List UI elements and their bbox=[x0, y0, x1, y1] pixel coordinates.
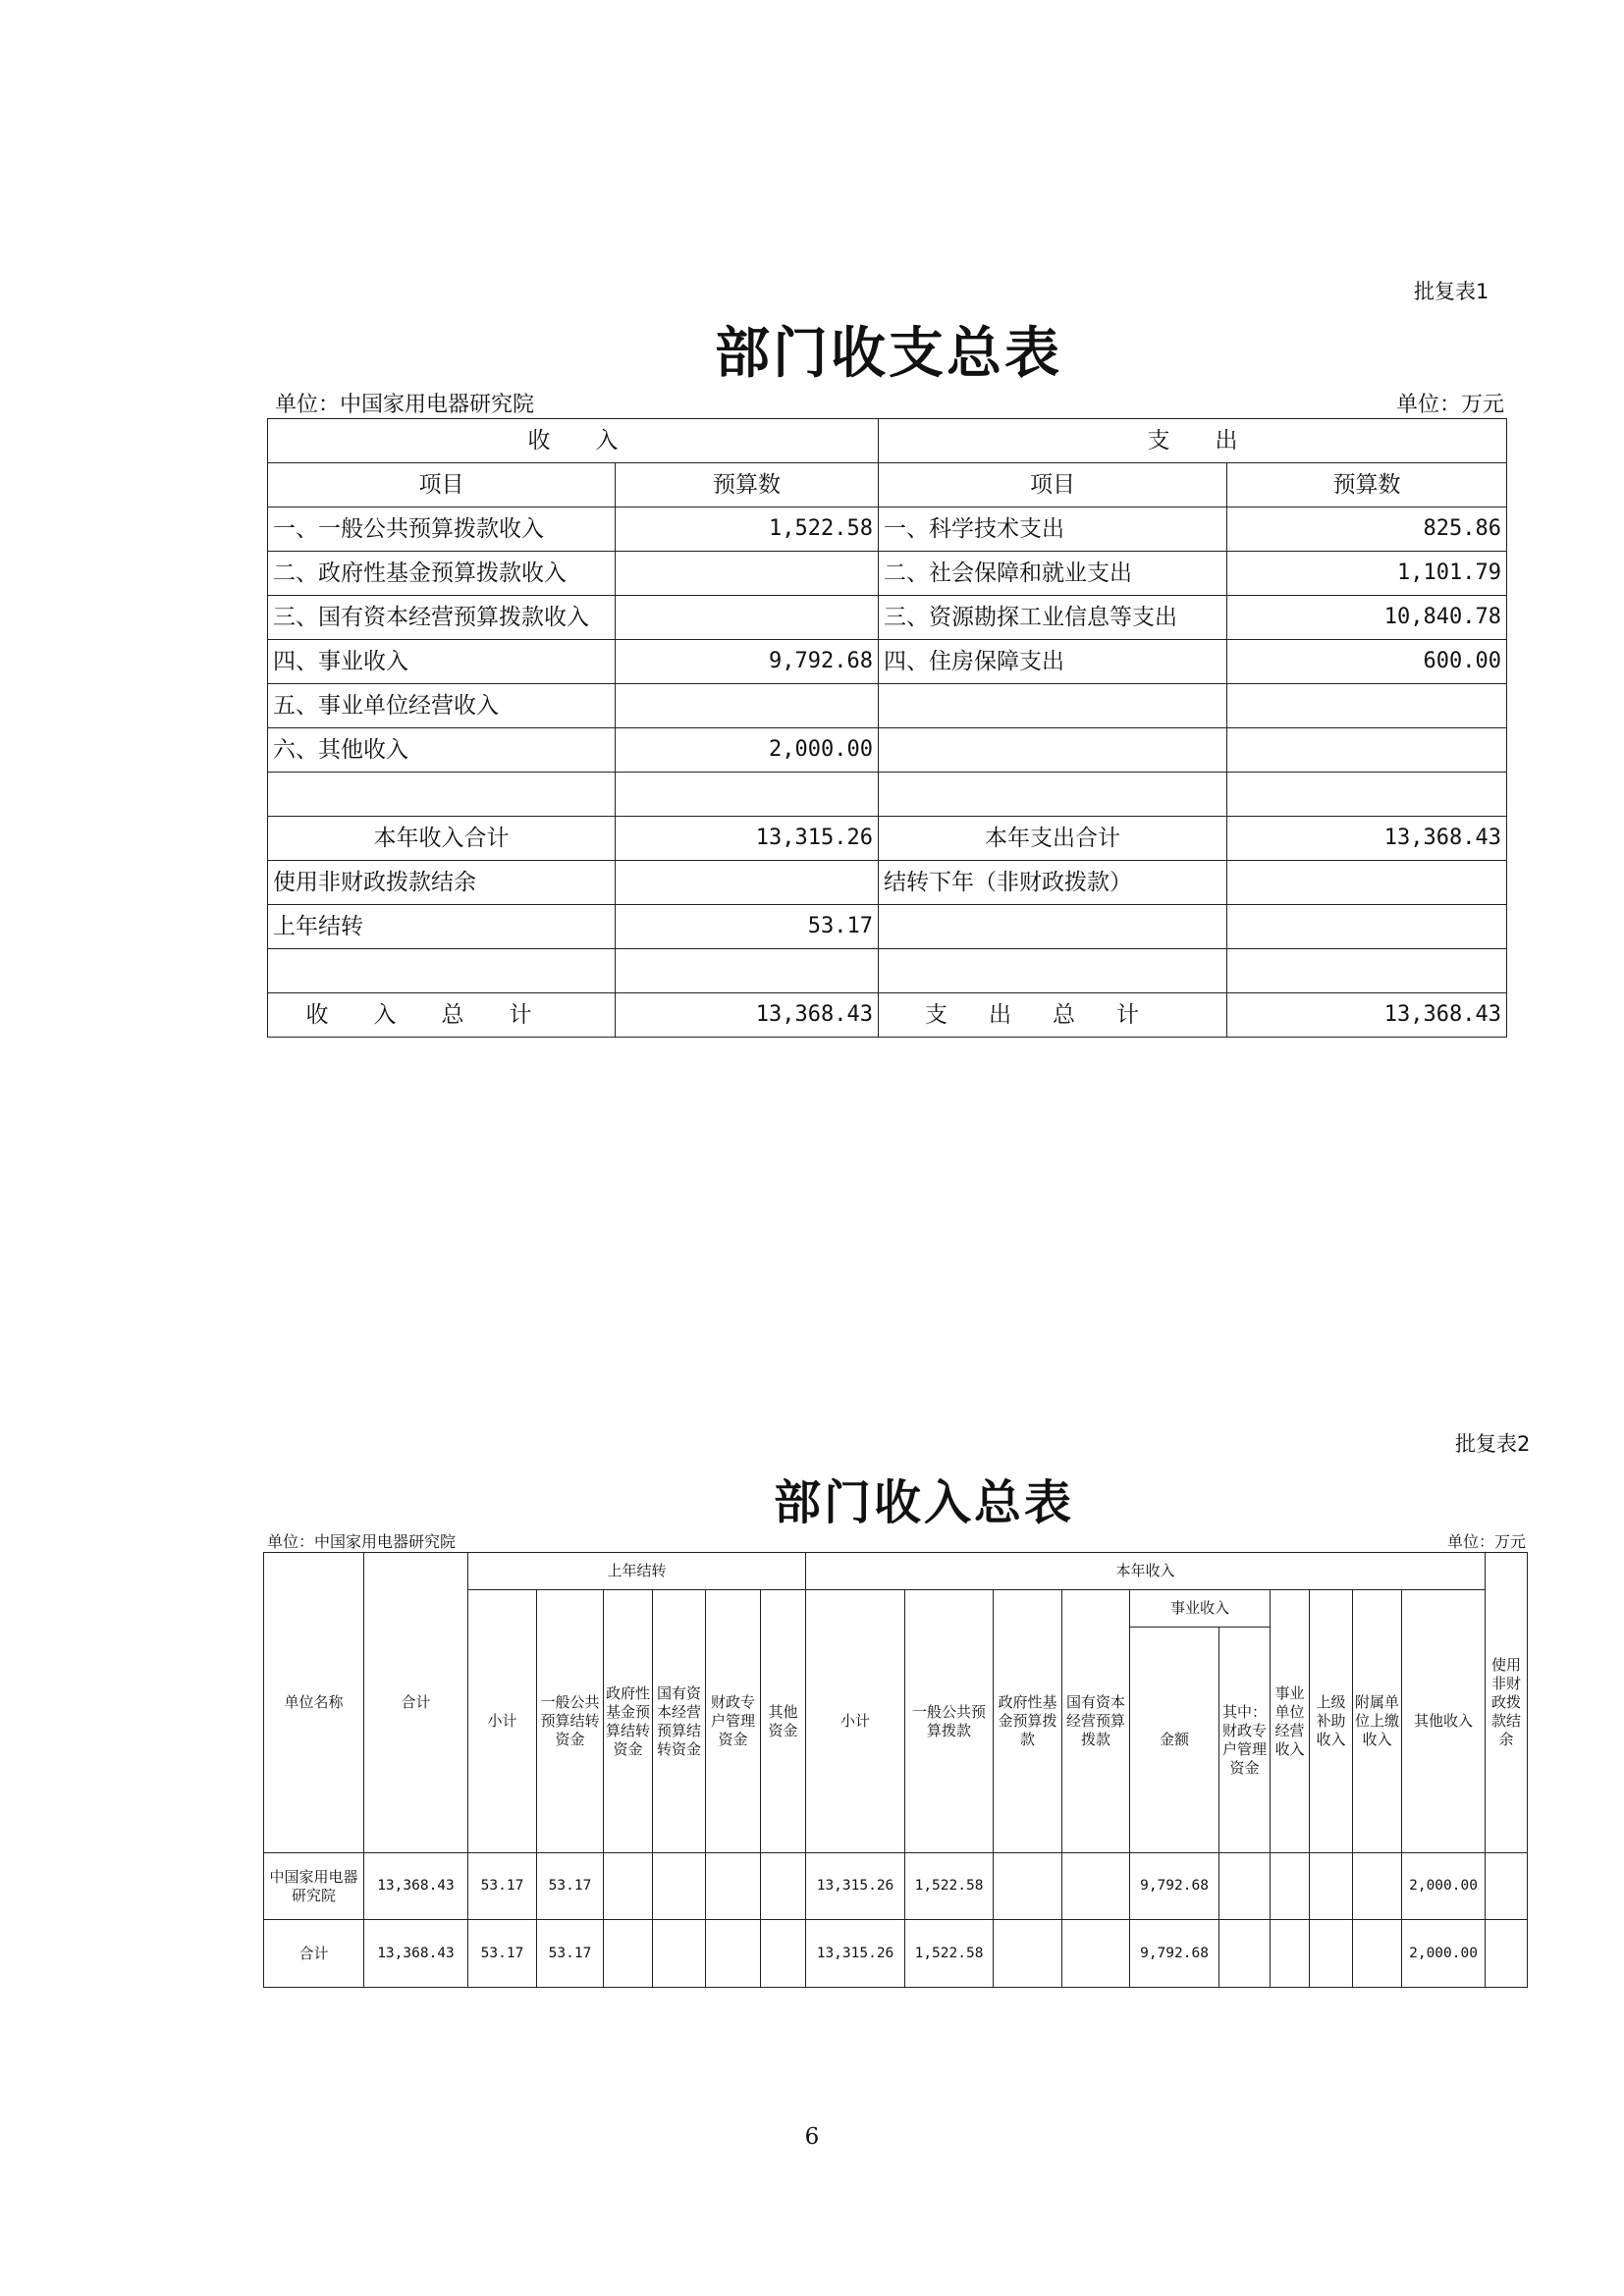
table-row bbox=[264, 1553, 1528, 1590]
cell-year-state-capital bbox=[1062, 1853, 1130, 1920]
cell-affiliate bbox=[1353, 1853, 1402, 1920]
header-year-state-capital: 国有资本经营预算拨款 bbox=[1062, 1590, 1130, 1853]
income-label: 二、政府性基金预算拨款收入 bbox=[268, 552, 616, 596]
header-use-nonfiscal: 使用非财政拨款结余 bbox=[1486, 1553, 1528, 1853]
header-business-special-account: 其中：财政专户管理资金 bbox=[1219, 1628, 1271, 1853]
income-grand: 13,368.43 bbox=[616, 993, 879, 1038]
table-row bbox=[268, 463, 1507, 507]
cell-prior-other bbox=[761, 1920, 806, 1988]
income-value: 2,000.00 bbox=[616, 728, 879, 773]
expense-label: 四、住房保障支出 bbox=[879, 640, 1227, 684]
nonfiscal-balance bbox=[616, 861, 879, 905]
table-row bbox=[268, 507, 1507, 552]
cell-prior-state-capital bbox=[653, 1853, 706, 1920]
cell-other-income: 2,000.00 bbox=[1402, 1920, 1486, 1988]
expense-value bbox=[1227, 684, 1507, 728]
table-row bbox=[268, 905, 1507, 949]
income-value bbox=[616, 773, 879, 817]
cell-year-general: 1,522.58 bbox=[905, 1920, 994, 1988]
income-value: 1,522.58 bbox=[616, 507, 879, 552]
prior-carry-label: 上年结转 bbox=[268, 905, 616, 949]
cell-year-subtotal: 13,315.26 bbox=[806, 1853, 905, 1920]
cell-year-fund bbox=[994, 1853, 1062, 1920]
income-value bbox=[616, 596, 879, 640]
table2-unit-right: 单位：万元 bbox=[1447, 1532, 1527, 1551]
cell-year-fund bbox=[994, 1920, 1062, 1988]
income-label bbox=[268, 773, 616, 817]
income-expense-summary-table bbox=[267, 418, 1507, 1038]
cell-upper-subsidy bbox=[1310, 1853, 1353, 1920]
income-label: 六、其他收入 bbox=[268, 728, 616, 773]
page-number: 6 bbox=[804, 2124, 820, 2150]
table-row bbox=[268, 949, 1507, 993]
expense-value bbox=[1227, 773, 1507, 817]
header-this-year: 本年收入 bbox=[806, 1553, 1486, 1590]
expense-value: 600.00 bbox=[1227, 640, 1507, 684]
header-year-subtotal: 小计 bbox=[806, 1590, 905, 1853]
cell-affiliate bbox=[1353, 1920, 1402, 1988]
header-total: 合计 bbox=[364, 1553, 468, 1853]
prior-carry: 53.17 bbox=[616, 905, 879, 949]
table-row bbox=[264, 1920, 1528, 1988]
expense-grand-label: 支出总计 bbox=[879, 993, 1227, 1038]
approval-number-1: 批复表1 bbox=[1414, 280, 1489, 303]
income-label: 三、国有资本经营预算拨款收入 bbox=[268, 596, 616, 640]
expense-label bbox=[879, 773, 1227, 817]
cell-operating bbox=[1271, 1920, 1310, 1988]
expense-value: 10,840.78 bbox=[1227, 596, 1507, 640]
header-business-income: 事业收入 bbox=[1130, 1590, 1271, 1628]
col-item: 项目 bbox=[879, 463, 1227, 507]
header-expense: 支 出 bbox=[879, 419, 1507, 463]
header-prior-general: 一般公共预算结转资金 bbox=[537, 1590, 604, 1853]
cell-operating bbox=[1271, 1853, 1310, 1920]
empty-cell bbox=[879, 905, 1227, 949]
nonfiscal-balance-label: 使用非财政拨款结余 bbox=[268, 861, 616, 905]
income-label: 一、一般公共预算拨款收入 bbox=[268, 507, 616, 552]
header-prior-special-account: 财政专户管理资金 bbox=[706, 1590, 761, 1853]
table-row bbox=[268, 640, 1507, 684]
table-row bbox=[268, 596, 1507, 640]
cell-prior-subtotal: 53.17 bbox=[468, 1853, 537, 1920]
year-expense-total: 13,368.43 bbox=[1227, 817, 1507, 861]
header-prior-state-capital: 国有资本经营预算结转资金 bbox=[653, 1590, 706, 1853]
col-budget: 预算数 bbox=[616, 463, 879, 507]
cell-prior-general: 53.17 bbox=[537, 1853, 604, 1920]
income-grand-label: 收入总计 bbox=[268, 993, 616, 1038]
year-income-total-label: 本年收入合计 bbox=[268, 817, 616, 861]
cell-business-special-account bbox=[1219, 1853, 1271, 1920]
empty-cell bbox=[268, 949, 616, 993]
cell-prior-fund bbox=[604, 1920, 653, 1988]
table-row bbox=[268, 817, 1507, 861]
table1-unit-left: 单位：中国家用电器研究院 bbox=[275, 393, 535, 417]
cell-use-nonfiscal bbox=[1486, 1920, 1528, 1988]
income-label: 五、事业单位经营收入 bbox=[268, 684, 616, 728]
cell-total: 13,368.43 bbox=[364, 1920, 468, 1988]
header-prior-fund: 政府性基金预算结转资金 bbox=[604, 1590, 653, 1853]
header-year-affiliate: 附属单位上缴收入 bbox=[1353, 1590, 1402, 1853]
header-year-other: 其他收入 bbox=[1402, 1590, 1486, 1853]
table-row bbox=[268, 728, 1507, 773]
empty-cell bbox=[879, 949, 1227, 993]
cell-unit-name: 中国家用电器研究院 bbox=[264, 1853, 364, 1920]
income-label: 四、事业收入 bbox=[268, 640, 616, 684]
table-row bbox=[268, 419, 1507, 463]
income-value: 9,792.68 bbox=[616, 640, 879, 684]
empty-cell bbox=[1227, 949, 1507, 993]
cell-prior-subtotal: 53.17 bbox=[468, 1920, 537, 1988]
cell-business-amount: 9,792.68 bbox=[1130, 1853, 1219, 1920]
table2-unit-left: 单位：中国家用电器研究院 bbox=[267, 1532, 457, 1551]
table-row bbox=[264, 1853, 1528, 1920]
year-income-total: 13,315.26 bbox=[616, 817, 879, 861]
col-item: 项目 bbox=[268, 463, 616, 507]
cell-business-special-account bbox=[1219, 1920, 1271, 1988]
col-budget: 预算数 bbox=[1227, 463, 1507, 507]
table-row bbox=[268, 684, 1507, 728]
table-row bbox=[268, 773, 1507, 817]
header-prior-subtotal: 小计 bbox=[468, 1590, 537, 1853]
header-year-operating: 事业单位经营收入 bbox=[1271, 1590, 1310, 1853]
header-income: 收 入 bbox=[268, 419, 879, 463]
income-value bbox=[616, 684, 879, 728]
cell-prior-general: 53.17 bbox=[537, 1920, 604, 1988]
expense-label: 三、资源勘探工业信息等支出 bbox=[879, 596, 1227, 640]
cell-business-amount: 9,792.68 bbox=[1130, 1920, 1219, 1988]
empty-cell bbox=[616, 949, 879, 993]
cell-other-income: 2,000.00 bbox=[1402, 1853, 1486, 1920]
header-business-amount: 金额 bbox=[1130, 1628, 1219, 1853]
expense-value: 825.86 bbox=[1227, 507, 1507, 552]
cell-use-nonfiscal bbox=[1486, 1853, 1528, 1920]
expense-label bbox=[879, 684, 1227, 728]
cell-prior-special-account bbox=[706, 1853, 761, 1920]
table-row bbox=[268, 861, 1507, 905]
income-value bbox=[616, 552, 879, 596]
header-year-general: 一般公共预算拨款 bbox=[905, 1590, 994, 1853]
cell-prior-fund bbox=[604, 1853, 653, 1920]
income-summary-table bbox=[263, 1552, 1528, 1988]
year-expense-total-label: 本年支出合计 bbox=[879, 817, 1227, 861]
expense-label: 二、社会保障和就业支出 bbox=[879, 552, 1227, 596]
table-row bbox=[268, 552, 1507, 596]
cell-year-state-capital bbox=[1062, 1920, 1130, 1988]
header-prior-carry: 上年结转 bbox=[468, 1553, 806, 1590]
empty-cell bbox=[1227, 905, 1507, 949]
expense-label: 一、科学技术支出 bbox=[879, 507, 1227, 552]
expense-label bbox=[879, 728, 1227, 773]
cell-prior-other bbox=[761, 1853, 806, 1920]
header-unit-name: 单位名称 bbox=[264, 1553, 364, 1853]
table-row bbox=[268, 993, 1507, 1038]
carry-next-label: 结转下年（非财政拨款） bbox=[879, 861, 1227, 905]
carry-next bbox=[1227, 861, 1507, 905]
cell-year-general: 1,522.58 bbox=[905, 1853, 994, 1920]
table1-unit-right: 单位：万元 bbox=[1396, 393, 1505, 417]
expense-value bbox=[1227, 728, 1507, 773]
cell-year-subtotal: 13,315.26 bbox=[806, 1920, 905, 1988]
cell-prior-state-capital bbox=[653, 1920, 706, 1988]
table2-title: 部门收入总表 bbox=[773, 1475, 1074, 1530]
cell-prior-special-account bbox=[706, 1920, 761, 1988]
expense-grand: 13,368.43 bbox=[1227, 993, 1507, 1038]
approval-number-2: 批复表2 bbox=[1455, 1432, 1531, 1456]
header-year-fund: 政府性基金预算拨款 bbox=[994, 1590, 1062, 1853]
cell-total: 13,368.43 bbox=[364, 1853, 468, 1920]
table1-title: 部门收支总表 bbox=[715, 321, 1062, 386]
header-year-upper-subsidy: 上级补助收入 bbox=[1310, 1590, 1353, 1853]
expense-value: 1,101.79 bbox=[1227, 552, 1507, 596]
cell-unit-name: 合计 bbox=[264, 1920, 364, 1988]
cell-upper-subsidy bbox=[1310, 1920, 1353, 1988]
header-prior-other: 其他资金 bbox=[761, 1590, 806, 1853]
